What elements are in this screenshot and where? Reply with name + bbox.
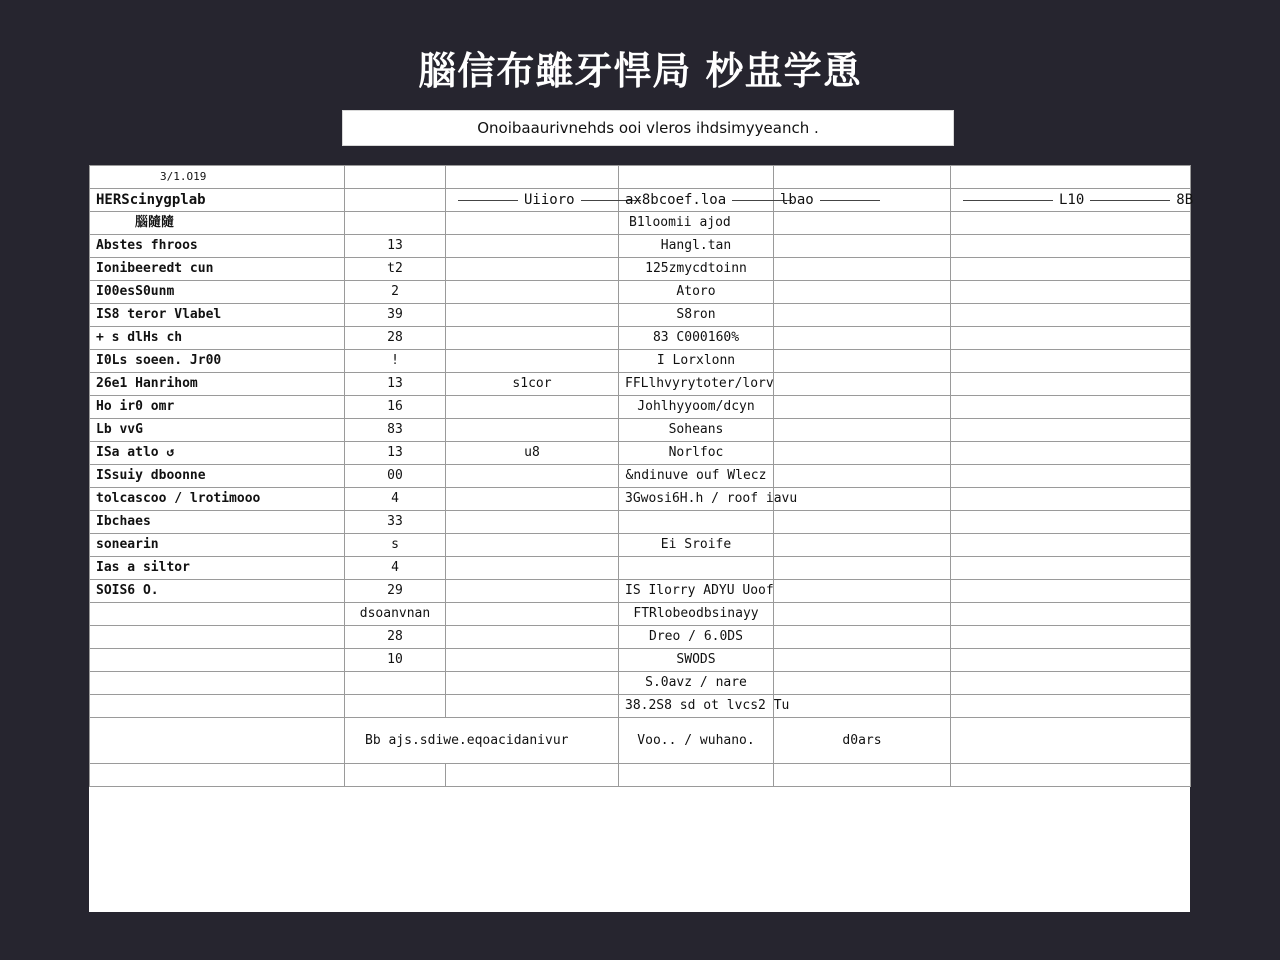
table-cell: IS Ilorry ADYU Uoof <box>619 580 774 603</box>
footer-note: Bb ajs.sdiwe.eqoacidanivur <box>345 718 619 764</box>
table-cell: Voo.. / wuhano. <box>619 718 774 764</box>
table-cell: 28 <box>345 327 446 350</box>
table-cell: d0ars <box>774 718 951 764</box>
table-row <box>90 626 1191 649</box>
table-cell <box>951 580 1191 603</box>
table-cell <box>446 281 619 304</box>
table-cell <box>446 695 619 718</box>
table-cell <box>774 603 951 626</box>
table-row <box>90 580 1191 603</box>
table-cell <box>774 764 951 787</box>
table-row <box>90 649 1191 672</box>
table-cell: u8 <box>446 442 619 465</box>
table-cell: I0Ls soeen. Jr00 <box>90 350 345 373</box>
table-cell <box>619 511 774 534</box>
table-row <box>90 672 1191 695</box>
table-cell <box>774 465 951 488</box>
caption-band <box>89 109 1190 165</box>
table-cell: + s dlHs ch <box>90 327 345 350</box>
table-cell <box>446 764 619 787</box>
table-cell <box>774 649 951 672</box>
table-row <box>90 488 1191 511</box>
table-cell: 83 <box>345 419 446 442</box>
table-row <box>90 442 1191 465</box>
table-cell <box>951 281 1191 304</box>
header-label: ax8bcoef.loa <box>625 192 727 208</box>
table-cell: s1cor <box>446 373 619 396</box>
table-cell <box>951 511 1191 534</box>
table-row <box>90 534 1191 557</box>
header-label: L10 <box>1059 192 1085 208</box>
table-cell <box>951 695 1191 718</box>
header-cell <box>345 189 446 212</box>
table-cell: Atoro <box>619 281 774 304</box>
table-row <box>90 281 1191 304</box>
table-cell <box>774 534 951 557</box>
caption-box: Onoibaaurivnehds ooi vleros ihdsimyyeanch . <box>342 110 954 146</box>
table-cell <box>446 235 619 258</box>
table-cell <box>951 603 1191 626</box>
table-cell <box>774 626 951 649</box>
table-cell <box>446 350 619 373</box>
table-cell <box>345 764 446 787</box>
header-cell <box>774 189 951 212</box>
table-row <box>90 695 1191 718</box>
table-cell <box>446 511 619 534</box>
table-cell: 13 <box>345 373 446 396</box>
table-cell: Ho ir0 omr <box>90 396 345 419</box>
table-cell: S.0avz / nare <box>619 672 774 695</box>
table-cell: 38.2S8 sd ot lvcs2 Tu <box>619 695 774 718</box>
table-cell: S8ron <box>619 304 774 327</box>
table-cell: I Lorxlonn <box>619 350 774 373</box>
table-cell <box>951 396 1191 419</box>
table-cell <box>345 695 446 718</box>
table-cell <box>951 465 1191 488</box>
table-cell <box>446 258 619 281</box>
table-cell <box>619 166 774 189</box>
table-cell <box>951 350 1191 373</box>
table-cell <box>90 672 345 695</box>
table-cell: tolcascoo / lrotimooo <box>90 488 345 511</box>
table-row <box>90 166 1191 189</box>
table-cell <box>774 166 951 189</box>
table-cell: s <box>345 534 446 557</box>
header-cell: HERScinygplab <box>90 189 345 212</box>
table-cell <box>446 672 619 695</box>
table-cell: FTRlobeodbsinayy <box>619 603 774 626</box>
table-cell: Johlhyyoom/dcyn <box>619 396 774 419</box>
table-cell <box>774 488 951 511</box>
table-cell: 125zmycdtoinn <box>619 258 774 281</box>
table-cell: Dreo / 6.0DS <box>619 626 774 649</box>
table-cell: dsoanvnan <box>345 603 446 626</box>
table-cell <box>774 511 951 534</box>
table-cell <box>90 626 345 649</box>
table-cell: Lb vvG <box>90 419 345 442</box>
table-cell <box>951 672 1191 695</box>
table-cell: 83 C000160% <box>619 327 774 350</box>
table-cell <box>446 488 619 511</box>
table-cell <box>619 557 774 580</box>
page-title: 腦信布雖牙悍局 杪盅学恿 <box>418 49 862 93</box>
table-cell <box>774 580 951 603</box>
table-cell <box>951 488 1191 511</box>
table-cell <box>446 626 619 649</box>
table-row <box>90 373 1191 396</box>
table-cell <box>90 649 345 672</box>
table-cell: Ias a siltor <box>90 557 345 580</box>
table-cell: t2 <box>345 258 446 281</box>
table-cell <box>774 235 951 258</box>
table-cell <box>774 442 951 465</box>
table-cell: IS8 teror Vlabel <box>90 304 345 327</box>
table-cell: 3Gwosi6H.h / roof iavu <box>619 488 774 511</box>
table-cell: 00 <box>345 465 446 488</box>
table-cell <box>90 695 345 718</box>
table-row <box>90 511 1191 534</box>
table-cell <box>446 580 619 603</box>
table-cell <box>774 396 951 419</box>
table-cell <box>774 281 951 304</box>
table-cell <box>446 534 619 557</box>
header-cell: 腦隨隨 <box>90 212 345 235</box>
header-cell <box>951 189 1194 212</box>
table-cell: Soheans <box>619 419 774 442</box>
table-cell: 13 <box>345 442 446 465</box>
header-cell <box>774 212 951 235</box>
table-cell: 13 <box>345 235 446 258</box>
table-row <box>90 465 1191 488</box>
table-cell: Norlfoc <box>619 442 774 465</box>
table-cell: 29 <box>345 580 446 603</box>
table-cell <box>774 304 951 327</box>
table-row <box>90 304 1191 327</box>
header-label: 8B <box>1176 192 1194 208</box>
table-cell <box>951 626 1191 649</box>
table-cell <box>951 235 1191 258</box>
header-cell <box>951 212 1191 235</box>
table-cell: 4 <box>345 488 446 511</box>
table-row <box>90 258 1191 281</box>
subheader-row <box>90 212 1191 235</box>
table-row <box>90 557 1191 580</box>
table-cell <box>951 373 1191 396</box>
table-cell <box>446 166 619 189</box>
table-cell <box>951 764 1191 787</box>
table-cell: Ionibeeredt cun <box>90 258 345 281</box>
table-cell <box>345 166 446 189</box>
header-cell: B1loomii ajod <box>619 212 774 235</box>
table-cell <box>446 465 619 488</box>
table-cell <box>774 557 951 580</box>
table-cell: ISa atlo ↺ <box>90 442 345 465</box>
header-row <box>90 189 1191 212</box>
table-cell <box>345 672 446 695</box>
table-cell <box>951 557 1191 580</box>
table-cell <box>774 672 951 695</box>
table-cell <box>951 534 1191 557</box>
table-cell: 10 <box>345 649 446 672</box>
table-cell: SWODS <box>619 649 774 672</box>
table-cell <box>774 695 951 718</box>
table-cell <box>90 764 345 787</box>
table-cell: Hangl.tan <box>619 235 774 258</box>
table-cell <box>951 304 1191 327</box>
table-cell: 4 <box>345 557 446 580</box>
table-row <box>90 396 1191 419</box>
table-cell <box>774 327 951 350</box>
table-cell <box>446 557 619 580</box>
table-cell: 28 <box>345 626 446 649</box>
table-cell: 2 <box>345 281 446 304</box>
table-row <box>90 350 1191 373</box>
table-row <box>90 235 1191 258</box>
table-cell <box>951 419 1191 442</box>
header-cell <box>446 189 619 212</box>
table-cell <box>951 327 1191 350</box>
table-cell: Ei Sroife <box>619 534 774 557</box>
table-cell <box>446 419 619 442</box>
table-row <box>90 603 1191 626</box>
header-cell <box>345 212 446 235</box>
header-cell <box>446 212 619 235</box>
footer-row <box>90 718 1191 764</box>
header-cell <box>619 189 774 212</box>
table-cell: 26e1 Hanrihom <box>90 373 345 396</box>
table-cell: 3/1.O19 <box>90 166 345 189</box>
table-cell <box>774 258 951 281</box>
table-row <box>90 764 1191 787</box>
table-cell <box>446 649 619 672</box>
table-cell: &ndinuve ouf Wlecz <box>619 465 774 488</box>
table-cell: 39 <box>345 304 446 327</box>
table-cell: 16 <box>345 396 446 419</box>
table-cell <box>951 442 1191 465</box>
table-cell <box>446 327 619 350</box>
header-label: lbao <box>780 192 814 208</box>
table-cell <box>446 396 619 419</box>
table-cell <box>774 373 951 396</box>
table-cell: ISsuiy dboonne <box>90 465 345 488</box>
table-cell: Abstes fhroos <box>90 235 345 258</box>
table-cell: 33 <box>345 511 446 534</box>
table-cell <box>951 166 1191 189</box>
table-cell <box>90 603 345 626</box>
table-cell <box>774 419 951 442</box>
header-label: Uiioro <box>524 192 575 208</box>
table-cell <box>951 649 1191 672</box>
table-cell <box>446 603 619 626</box>
table-row <box>90 419 1191 442</box>
table-cell: sonearin <box>90 534 345 557</box>
table-cell <box>951 718 1191 764</box>
table-cell: Ibchaes <box>90 511 345 534</box>
table-cell: FFLlhvyrytoter/lorv <box>619 373 774 396</box>
table-cell: ! <box>345 350 446 373</box>
table-cell <box>90 718 345 764</box>
data-table <box>89 165 1194 787</box>
table-cell <box>446 304 619 327</box>
table-cell: SOIS6 O. <box>90 580 345 603</box>
table-row <box>90 327 1191 350</box>
table-cell <box>774 350 951 373</box>
table-cell <box>619 764 774 787</box>
table-cell: I00esS0unm <box>90 281 345 304</box>
table-cell <box>951 258 1191 281</box>
spreadsheet <box>89 109 1194 912</box>
